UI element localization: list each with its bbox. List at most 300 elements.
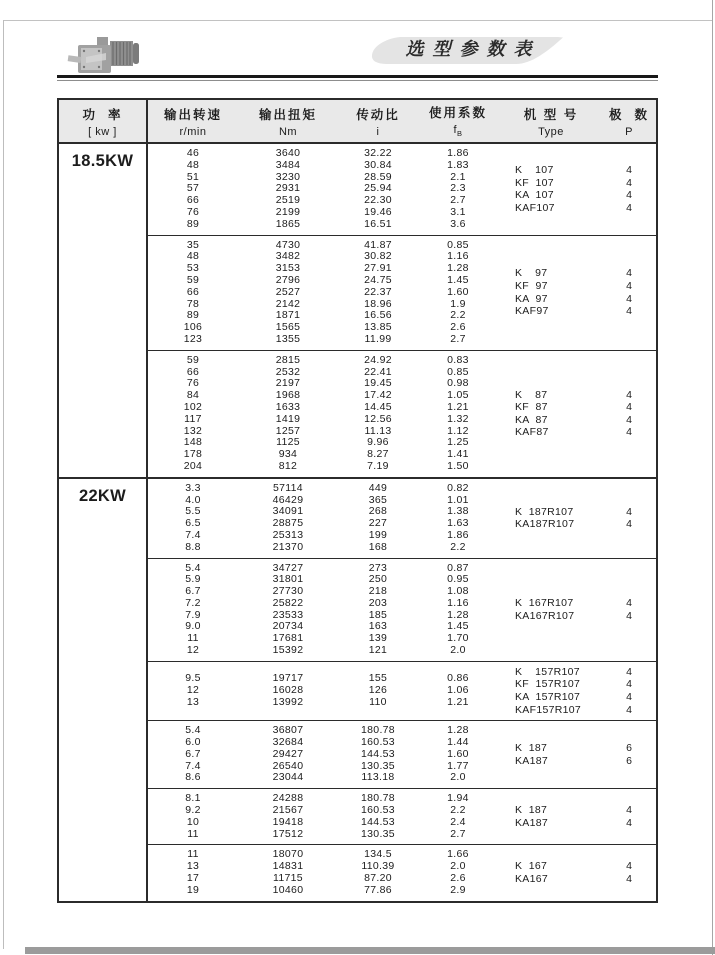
- table-row: [148, 160, 498, 172]
- torque-cell: 2527: [275, 285, 301, 298]
- speed-cell: 5.4: [185, 724, 201, 737]
- service-factor-cell: 1.41: [447, 448, 469, 461]
- service-factor-cell: 1.63: [447, 517, 469, 530]
- speed-cell: 57: [186, 182, 200, 195]
- ratio-cell: 27.91: [364, 262, 392, 275]
- header-service-factor: [418, 100, 498, 142]
- service-factor-cell: 1.83: [447, 158, 469, 171]
- torque-cell: 29427: [272, 747, 304, 760]
- ratio-cell: 24.92: [364, 353, 392, 366]
- factor-symbol: f: [453, 124, 458, 137]
- header-service-factor-cn: 使用系数: [428, 106, 487, 121]
- speed-cell: 13: [186, 695, 200, 708]
- service-factor-cell: 2.2: [450, 309, 466, 322]
- model-cell: KF 97: [515, 280, 548, 293]
- type-block: [498, 563, 656, 657]
- page-title: 选型参数表: [405, 39, 541, 59]
- torque-cell: 21567: [272, 804, 304, 817]
- table-row: [148, 355, 498, 367]
- speed-cell: 11: [187, 848, 199, 861]
- page-edge-right: [712, 0, 713, 955]
- model-cell: KA 157R107: [515, 691, 581, 704]
- ratio-cell: 77.86: [364, 883, 392, 896]
- type-row: [498, 506, 656, 519]
- service-factor-cell: 1.45: [447, 620, 469, 633]
- torque-cell: 34091: [272, 505, 304, 518]
- torque-cell: 17512: [272, 827, 304, 840]
- type-row: [498, 678, 656, 691]
- table-row: [148, 378, 498, 390]
- page-edge-left: [3, 20, 4, 949]
- page-edge-bottom-bar: [25, 947, 715, 954]
- speed-cell: 5.9: [185, 573, 201, 586]
- header-type-cn: 机 型 号: [523, 107, 579, 122]
- ratio-cell: 130.35: [361, 759, 395, 772]
- speed-cell: 7.2: [185, 596, 201, 609]
- model-cell: K 187R107: [515, 505, 574, 518]
- selection-parameter-table: [57, 98, 658, 903]
- poles-cell: 4: [626, 413, 632, 426]
- ratio-cell: 130.35: [361, 827, 395, 840]
- torque-cell: 32684: [272, 736, 304, 749]
- data-rows: [148, 563, 498, 657]
- model-cell: KA167: [515, 873, 549, 886]
- speed-cell: 204: [183, 459, 203, 472]
- torque-cell: 17681: [272, 632, 304, 645]
- ratio-cell: 203: [368, 596, 388, 609]
- poles-cell: 6: [626, 754, 632, 767]
- header-ratio-unit: i: [376, 125, 380, 138]
- speed-cell: 6.7: [185, 585, 201, 598]
- type-row: [498, 817, 656, 830]
- table-row: [148, 697, 498, 709]
- speed-cell: 10: [186, 815, 200, 828]
- torque-cell: 10460: [272, 883, 304, 896]
- service-factor-cell: 2.0: [450, 860, 466, 873]
- torque-cell: 23533: [272, 608, 304, 621]
- model-cell: K 167: [515, 860, 548, 873]
- poles-cell: 4: [626, 388, 632, 401]
- speed-cell: 66: [186, 285, 200, 298]
- table-row: [148, 645, 498, 657]
- speed-cell: 123: [183, 332, 203, 345]
- service-factor-cell: 2.3: [450, 182, 466, 195]
- type-row: [498, 755, 656, 768]
- service-factor-cell: 1.12: [447, 424, 469, 437]
- torque-cell: 3640: [275, 147, 301, 159]
- header-ratio-cn: 传动比: [356, 107, 400, 122]
- ratio-cell: 28.59: [364, 170, 392, 183]
- ratio-cell: 268: [368, 505, 388, 518]
- service-factor-cell: 1.44: [447, 736, 469, 749]
- table-row: [148, 299, 498, 311]
- torque-cell: 2519: [275, 194, 301, 207]
- table-row: [148, 598, 498, 610]
- table-row: [148, 772, 498, 784]
- ratio-cell: 163: [368, 620, 388, 633]
- header-service-factor-unit: [453, 124, 462, 138]
- header-power: [59, 100, 148, 142]
- type-row: [498, 518, 656, 531]
- type-block: [498, 148, 656, 231]
- poles-cell: 4: [626, 703, 632, 716]
- table-row: [148, 542, 498, 554]
- ratio-group: [148, 479, 656, 558]
- gearmotor-illustration: [66, 33, 148, 79]
- service-factor-cell: 1.28: [447, 724, 469, 737]
- type-block: [498, 725, 656, 784]
- power-label: 18.5KW: [71, 152, 134, 170]
- model-cell: KA 97: [515, 292, 548, 305]
- speed-cell: 9.2: [185, 804, 201, 817]
- ratio-cell: 185: [368, 608, 388, 621]
- model-cell: K 157R107: [515, 665, 580, 678]
- poles-cell: 4: [626, 691, 632, 704]
- table-row: [148, 263, 498, 275]
- ratio-cell: 14.45: [364, 400, 392, 413]
- ratio-cell: 180.78: [361, 792, 395, 805]
- service-factor-cell: 2.0: [450, 644, 466, 657]
- service-factor-cell: 0.98: [447, 377, 469, 390]
- poles-cell: 4: [626, 426, 632, 439]
- type-row: [498, 742, 656, 755]
- type-row: [498, 189, 656, 202]
- ratio-cell: 113.18: [361, 771, 395, 784]
- service-factor-cell: 1.86: [447, 147, 469, 159]
- data-rows: [148, 793, 498, 840]
- header-power-unit: [ kw ]: [88, 125, 117, 138]
- table-row: [148, 195, 498, 207]
- torque-cell: 20734: [272, 620, 304, 633]
- service-factor-cell: 2.7: [450, 827, 466, 840]
- ratio-cell: 110.39: [361, 860, 395, 873]
- speed-cell: 89: [186, 217, 200, 230]
- poles-cell: 4: [626, 597, 632, 610]
- service-factor-cell: 2.2: [450, 540, 466, 553]
- torque-cell: 36807: [272, 724, 304, 737]
- speed-cell: 106: [183, 321, 203, 334]
- table-row: [148, 367, 498, 379]
- table-row: [148, 673, 498, 685]
- ratio-cell: 87.20: [364, 872, 392, 885]
- speed-cell: 59: [186, 273, 200, 286]
- service-factor-cell: 1.01: [447, 493, 469, 506]
- torque-cell: 57114: [273, 481, 303, 494]
- torque-cell: 15392: [272, 644, 304, 657]
- poles-cell: 6: [626, 742, 632, 755]
- page-edge-top: [3, 20, 712, 21]
- ratio-group: [148, 844, 656, 900]
- torque-cell: 23044: [272, 771, 304, 784]
- service-factor-cell: 1.38: [447, 505, 469, 518]
- table-row: [148, 287, 498, 299]
- speed-cell: 48: [186, 250, 200, 263]
- service-factor-cell: 1.70: [447, 632, 469, 645]
- service-factor-cell: 2.9: [450, 883, 466, 896]
- table-row: [148, 849, 498, 861]
- header-speed-unit: r/min: [179, 125, 207, 138]
- speed-cell: 53: [186, 262, 200, 275]
- speed-cell: 178: [183, 448, 203, 461]
- ratio-cell: 199: [368, 528, 388, 541]
- speed-cell: 132: [183, 424, 203, 437]
- service-factor-cell: 1.50: [447, 459, 469, 472]
- table-row: [148, 621, 498, 633]
- torque-cell: 24288: [272, 792, 304, 805]
- service-factor-cell: 1.9: [450, 297, 466, 310]
- speed-cell: 5.5: [185, 505, 201, 518]
- ratio-cell: 16.51: [364, 217, 392, 230]
- header-torque-cn: 输出扭矩: [258, 107, 317, 122]
- speed-cell: 11: [187, 632, 199, 645]
- data-column: [148, 144, 656, 477]
- service-factor-cell: 1.32: [447, 412, 469, 425]
- type-block: [498, 793, 656, 840]
- torque-cell: 1865: [275, 217, 301, 230]
- service-factor-cell: 0.83: [447, 353, 469, 366]
- table-row: [148, 251, 498, 263]
- speed-cell: 7.4: [185, 759, 201, 772]
- table-row: [148, 685, 498, 697]
- header-power-cn: 功 率: [82, 107, 123, 122]
- speed-cell: 12: [186, 684, 200, 697]
- speed-cell: 6.0: [185, 736, 201, 749]
- service-factor-cell: 3.1: [450, 205, 466, 218]
- service-factor-cell: 0.95: [447, 573, 469, 586]
- model-cell: K 107: [515, 164, 554, 177]
- data-rows: [148, 666, 498, 716]
- table-row: [148, 749, 498, 761]
- type-row: [498, 597, 656, 610]
- poles-cell: 4: [626, 267, 632, 280]
- service-factor-cell: 2.6: [450, 321, 466, 334]
- model-cell: K 97: [515, 267, 548, 280]
- torque-cell: 1419: [275, 412, 301, 425]
- ratio-group: [148, 661, 656, 720]
- torque-cell: 934: [278, 448, 298, 461]
- ratio-group: [148, 788, 656, 844]
- speed-cell: 48: [186, 158, 200, 171]
- model-cell: KA187: [515, 754, 549, 767]
- ratio-cell: 19.45: [364, 377, 392, 390]
- torque-cell: 1257: [275, 424, 301, 437]
- factor-subscript: B: [457, 129, 463, 139]
- service-factor-cell: 1.28: [447, 608, 469, 621]
- model-cell: KAF107: [515, 201, 555, 214]
- type-row: [498, 164, 656, 177]
- ratio-cell: 110: [369, 695, 387, 708]
- ratio-cell: 155: [368, 672, 388, 685]
- ratio-cell: 168: [368, 540, 388, 553]
- speed-cell: 8.1: [185, 792, 201, 805]
- service-factor-cell: 1.77: [447, 759, 469, 772]
- torque-cell: 2796: [275, 273, 301, 286]
- data-rows: [148, 849, 498, 896]
- poles-cell: 4: [626, 189, 632, 202]
- service-factor-cell: 1.66: [447, 848, 469, 861]
- table-row: [148, 817, 498, 829]
- service-factor-cell: 1.16: [447, 596, 469, 609]
- model-cell: KAF87: [515, 426, 549, 439]
- ratio-cell: 273: [368, 561, 388, 574]
- table-row: [148, 334, 498, 346]
- table-row: [148, 148, 498, 160]
- torque-cell: 3484: [275, 158, 301, 171]
- gearmotor-photo: [66, 33, 148, 79]
- type-row: [498, 704, 656, 717]
- data-column: [148, 479, 656, 901]
- speed-cell: 78: [186, 297, 200, 310]
- model-cell: KAF157R107: [515, 703, 582, 716]
- data-rows: [148, 725, 498, 784]
- torque-cell: 812: [278, 459, 298, 472]
- table-row: [148, 275, 498, 287]
- ratio-cell: 9.96: [367, 436, 389, 449]
- ratio-cell: 365: [368, 493, 388, 506]
- header-poles-cn: 极 数: [609, 107, 649, 122]
- power-column: [59, 144, 148, 477]
- service-factor-cell: 1.86: [447, 528, 469, 541]
- torque-cell: 14831: [272, 860, 304, 873]
- torque-cell: 2931: [275, 182, 301, 195]
- model-cell: KA 107: [515, 189, 554, 202]
- header-torque-unit: Nm: [278, 125, 298, 138]
- ratio-group: [148, 558, 656, 661]
- type-block: [498, 849, 656, 896]
- ratio-cell: 17.42: [364, 389, 392, 402]
- type-row: [498, 414, 656, 427]
- service-factor-cell: 2.7: [450, 332, 466, 345]
- type-row: [498, 426, 656, 439]
- type-block: [498, 240, 656, 346]
- service-factor-cell: 0.82: [447, 481, 469, 494]
- speed-cell: 6.5: [185, 517, 201, 530]
- ratio-group: [148, 144, 656, 235]
- speed-cell: 117: [184, 412, 202, 425]
- poles-cell: 4: [626, 873, 632, 886]
- torque-cell: 2815: [275, 353, 301, 366]
- ratio-cell: 12.56: [364, 412, 392, 425]
- service-factor-cell: 1.06: [447, 684, 469, 697]
- header-type: [498, 100, 604, 142]
- poles-cell: 4: [626, 201, 632, 214]
- ratio-cell: 134.5: [364, 848, 392, 861]
- table-row: [148, 829, 498, 841]
- poles-cell: 4: [626, 164, 632, 177]
- ratio-cell: 13.85: [364, 321, 392, 334]
- speed-cell: 4.0: [185, 493, 201, 506]
- ratio-cell: 41.87: [364, 238, 392, 251]
- ratio-cell: 22.37: [364, 285, 392, 298]
- service-factor-cell: 1.60: [447, 747, 469, 760]
- service-factor-cell: 2.7: [450, 194, 466, 207]
- torque-cell: 2142: [275, 297, 301, 310]
- power-column: [59, 479, 148, 901]
- service-factor-cell: 1.45: [447, 273, 469, 286]
- ratio-cell: 121: [368, 644, 388, 657]
- speed-cell: 76: [186, 205, 200, 218]
- model-cell: KF 157R107: [515, 678, 581, 691]
- ratio-cell: 7.19: [367, 459, 389, 472]
- speed-cell: 3.3: [185, 481, 201, 494]
- table-section: [59, 477, 656, 901]
- service-factor-cell: 2.4: [450, 815, 466, 828]
- type-row: [498, 267, 656, 280]
- torque-cell: 2197: [275, 377, 301, 390]
- model-cell: KAF97: [515, 305, 549, 318]
- speed-cell: 11: [187, 827, 199, 840]
- type-row: [498, 202, 656, 215]
- ratio-cell: 126: [368, 684, 388, 697]
- torque-cell: 11715: [273, 872, 303, 885]
- service-factor-cell: 1.60: [447, 285, 469, 298]
- type-block: [498, 355, 656, 473]
- torque-cell: 3482: [275, 250, 301, 263]
- table-row: [148, 861, 498, 873]
- table-row: [148, 805, 498, 817]
- type-row: [498, 293, 656, 306]
- ratio-cell: 180.78: [361, 724, 395, 737]
- table-row: [148, 414, 498, 426]
- header-type-unit: Type: [538, 125, 564, 138]
- ratio-cell: 18.96: [364, 297, 392, 310]
- speed-cell: 35: [186, 238, 200, 251]
- ratio-cell: 160.53: [361, 804, 395, 817]
- type-row: [498, 691, 656, 704]
- data-rows: [148, 355, 498, 473]
- header-poles-unit: P: [625, 125, 633, 138]
- type-row: [498, 804, 656, 817]
- speed-cell: 8.8: [185, 540, 201, 553]
- service-factor-cell: 2.1: [450, 170, 466, 183]
- torque-cell: 1355: [275, 332, 301, 345]
- speed-cell: 46: [186, 147, 200, 159]
- speed-cell: 9.5: [185, 672, 201, 685]
- poles-cell: 4: [626, 292, 632, 305]
- speed-cell: 13: [186, 860, 200, 873]
- ratio-cell: 144.53: [361, 747, 395, 760]
- ratio-cell: 25.94: [364, 182, 392, 195]
- speed-cell: 148: [183, 436, 203, 449]
- poles-cell: 4: [626, 401, 632, 414]
- model-cell: KF 107: [515, 176, 554, 189]
- type-row: [498, 873, 656, 886]
- header-rule-thin: [57, 80, 658, 81]
- ratio-cell: 250: [368, 573, 388, 586]
- poles-cell: 4: [626, 665, 632, 678]
- type-row: [498, 177, 656, 190]
- service-factor-cell: 2.0: [450, 771, 466, 784]
- torque-cell: 31801: [272, 573, 304, 586]
- service-factor-cell: 3.6: [450, 217, 466, 230]
- table-row: [148, 461, 498, 473]
- header-data-columns: [148, 100, 656, 142]
- table-row: [148, 633, 498, 645]
- speed-cell: 66: [186, 194, 200, 207]
- header-speed-cn: 输出转速: [163, 107, 222, 122]
- poles-cell: 4: [626, 609, 632, 622]
- ratio-cell: 8.27: [367, 448, 389, 461]
- speed-cell: 17: [186, 872, 200, 885]
- type-row: [498, 389, 656, 402]
- speed-cell: 51: [186, 170, 200, 183]
- poles-cell: 4: [626, 678, 632, 691]
- torque-cell: 2199: [275, 205, 301, 218]
- service-factor-cell: 0.86: [447, 672, 469, 685]
- torque-cell: 1871: [275, 309, 301, 322]
- torque-cell: 27730: [272, 585, 304, 598]
- torque-cell: 2532: [275, 365, 301, 378]
